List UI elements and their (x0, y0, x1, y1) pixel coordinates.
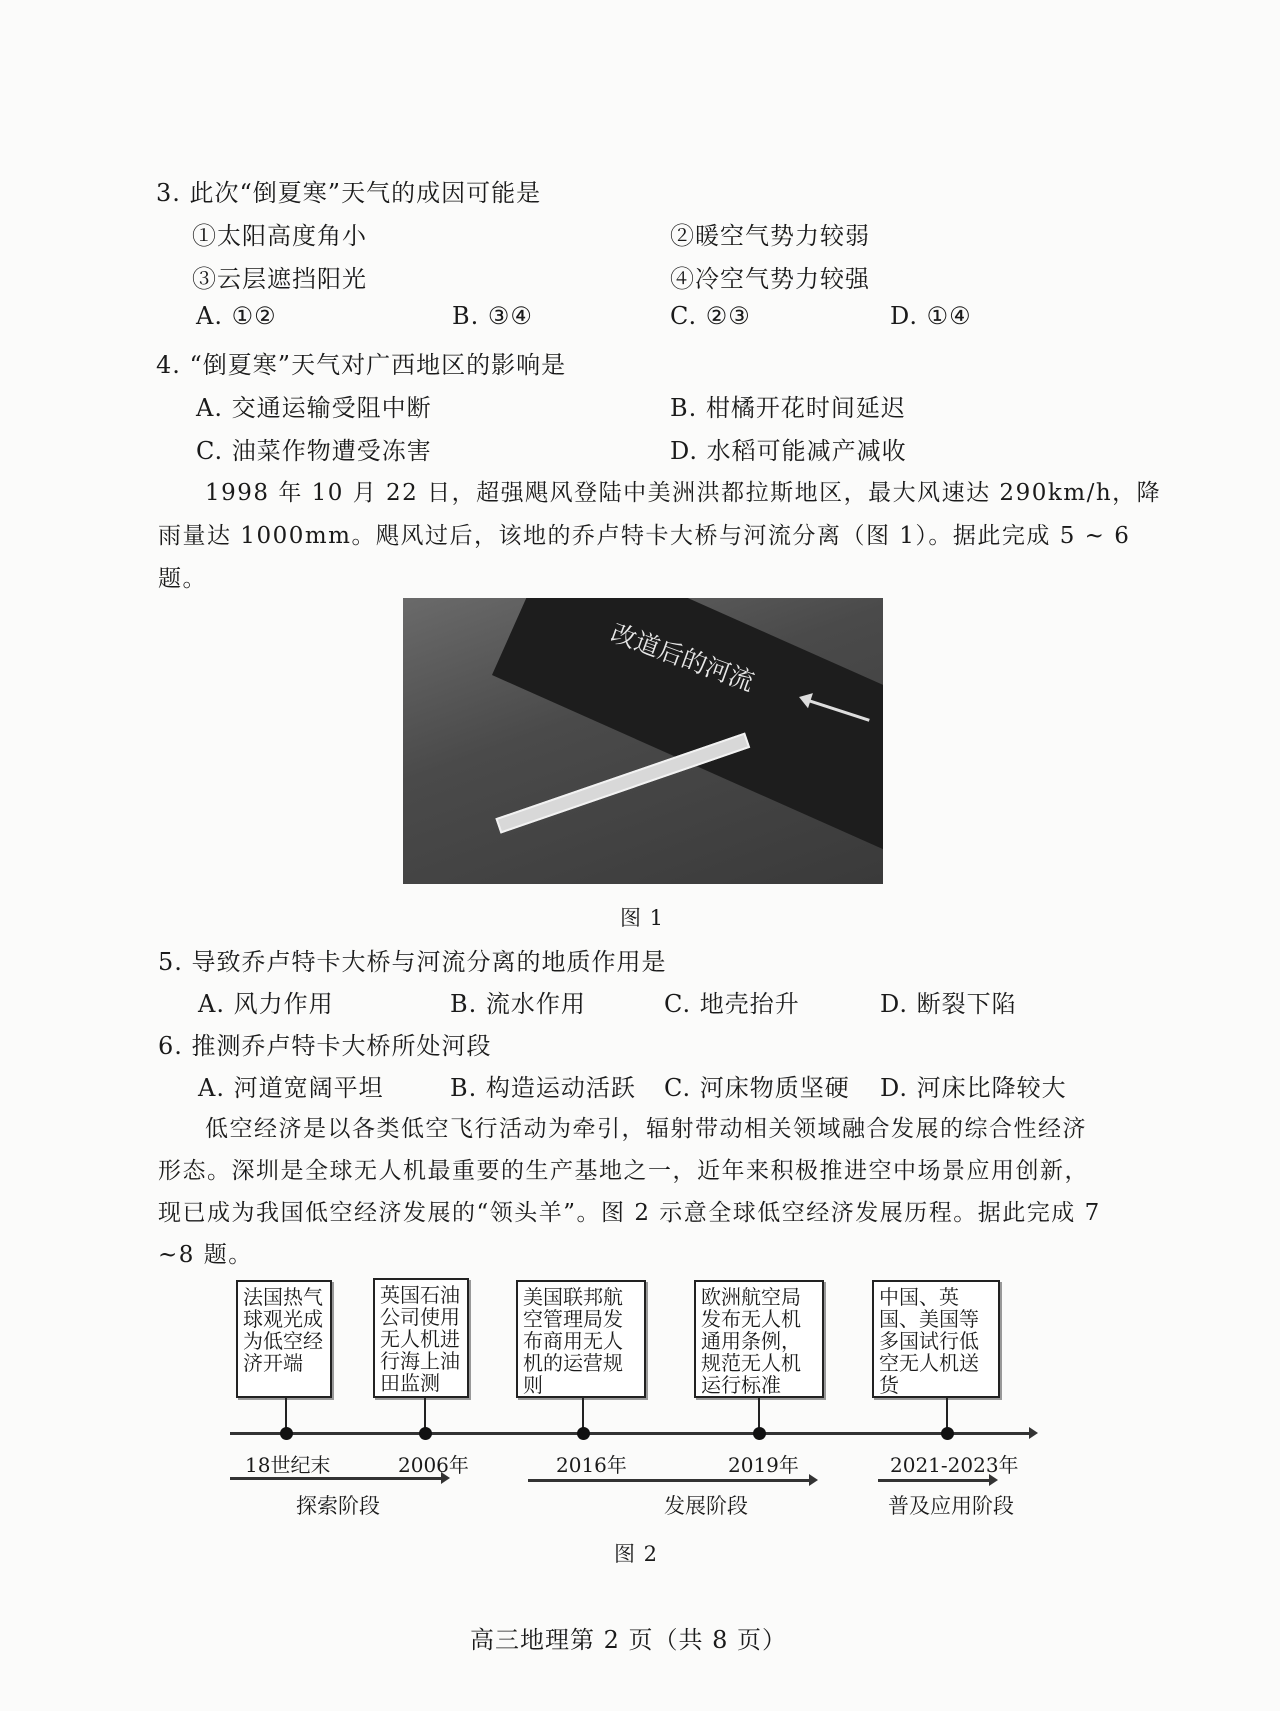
q6-option-a: A. 河道宽阔平坦 (198, 1074, 384, 1102)
page-footer: 高三地理第 2 页（共 8 页） (470, 1626, 788, 1654)
q3-item: ①太阳高度角小 (192, 222, 367, 250)
q3-option-c: C. ②③ (670, 302, 751, 330)
q3-stem: 3. 此次“倒夏寒”天气的成因可能是 (156, 179, 542, 207)
stage-arrow (230, 1477, 442, 1480)
figure2-caption: 图 2 (614, 1542, 659, 1566)
q4-option-d: D. 水稻可能减产减收 (670, 437, 907, 465)
q5-option-c: C. 地壳抬升 (664, 990, 800, 1018)
q3-item: ③云层遮挡阳光 (192, 265, 367, 293)
q3-option-d: D. ①④ (890, 302, 972, 330)
q6-option-c: C. 河床物质坚硬 (664, 1074, 850, 1102)
q6-option-b: B. 构造运动活跃 (450, 1074, 636, 1102)
event-box: 欧洲航空局发布无人机通用条例，规范无人机运行标准 (694, 1280, 824, 1398)
timeline-dot (577, 1427, 590, 1440)
year-label: 2016年 (556, 1453, 627, 1477)
passage-line: 形态。深圳是全球无人机最重要的生产基地之一，近年来积极推进空中场景应用创新， (158, 1158, 1089, 1184)
q5-option-d: D. 断裂下陷 (880, 990, 1017, 1018)
timeline-axis (230, 1432, 1030, 1435)
stage-arrow (878, 1479, 990, 1482)
q3-option-b: B. ③④ (452, 302, 533, 330)
year-label: 2019年 (728, 1453, 799, 1477)
q6-stem: 6. 推测乔卢特卡大桥所处河段 (158, 1032, 492, 1060)
bridge (495, 732, 750, 833)
timeline-dot (419, 1427, 432, 1440)
timeline-dot (753, 1427, 766, 1440)
figure1-photo (403, 598, 883, 884)
q5-option-a: A. 风力作用 (198, 990, 334, 1018)
q5-stem: 5. 导致乔卢特卡大桥与河流分离的地质作用是 (158, 948, 667, 976)
year-label: 18世纪末 (245, 1453, 331, 1477)
year-label: 2006年 (398, 1453, 469, 1477)
passage-line: ~8 题。 (158, 1242, 253, 1268)
event-box: 美国联邦航空管理局发布商用无人机的运营规则 (516, 1280, 646, 1398)
passage-line: 1998 年 10 月 22 日，超强飓风登陆中美洲洪都拉斯地区，最大风速达 290km/h，降 (205, 480, 1162, 506)
stage-label: 普及应用阶段 (888, 1494, 1014, 1518)
stage-arrow (528, 1479, 810, 1482)
event-box: 法国热气球观光成为低空经济开端 (236, 1280, 332, 1398)
timeline-dot (280, 1427, 293, 1440)
timeline-dot (941, 1427, 954, 1440)
river-label: 改道后的河流 (607, 618, 758, 697)
year-label: 2021-2023年 (890, 1453, 1019, 1477)
passage-line: 低空经济是以各类低空飞行活动为牵引，辐射带动相关领域融合发展的综合性经济 (205, 1116, 1087, 1142)
q4-option-c: C. 油菜作物遭受冻害 (196, 437, 432, 465)
q5-option-b: B. 流水作用 (450, 990, 586, 1018)
q4-option-b: B. 柑橘开花时间延迟 (670, 394, 906, 422)
q4-stem: 4. “倒夏寒”天气对广西地区的影响是 (156, 351, 567, 379)
q6-option-d: D. 河床比降较大 (880, 1074, 1067, 1102)
q3-item: ④冷空气势力较强 (670, 265, 870, 293)
figure1-caption: 图 1 (620, 906, 665, 930)
stage-label: 发展阶段 (664, 1494, 748, 1518)
event-box: 中国、英国、美国等多国试行低空无人机送货 (872, 1280, 1000, 1398)
q3-item: ②暖空气势力较弱 (670, 222, 870, 250)
stage-label: 探索阶段 (296, 1494, 380, 1518)
event-box: 英国石油公司使用无人机进行海上油田监测 (373, 1278, 469, 1398)
q4-option-a: A. 交通运输受阻中断 (196, 394, 432, 422)
q3-option-a: A. ①② (196, 302, 277, 330)
passage-line: 雨量达 1000mm。飓风过后，该地的乔卢特卡大桥与河流分离（图 1）。据此完成 5 ~ 6 (158, 523, 1131, 549)
passage-line: 现已成为我国低空经济发展的“领头羊”。图 2 示意全球低空经济发展历程。据此完成 7 (158, 1200, 1101, 1226)
passage-line: 题。 (158, 566, 207, 592)
